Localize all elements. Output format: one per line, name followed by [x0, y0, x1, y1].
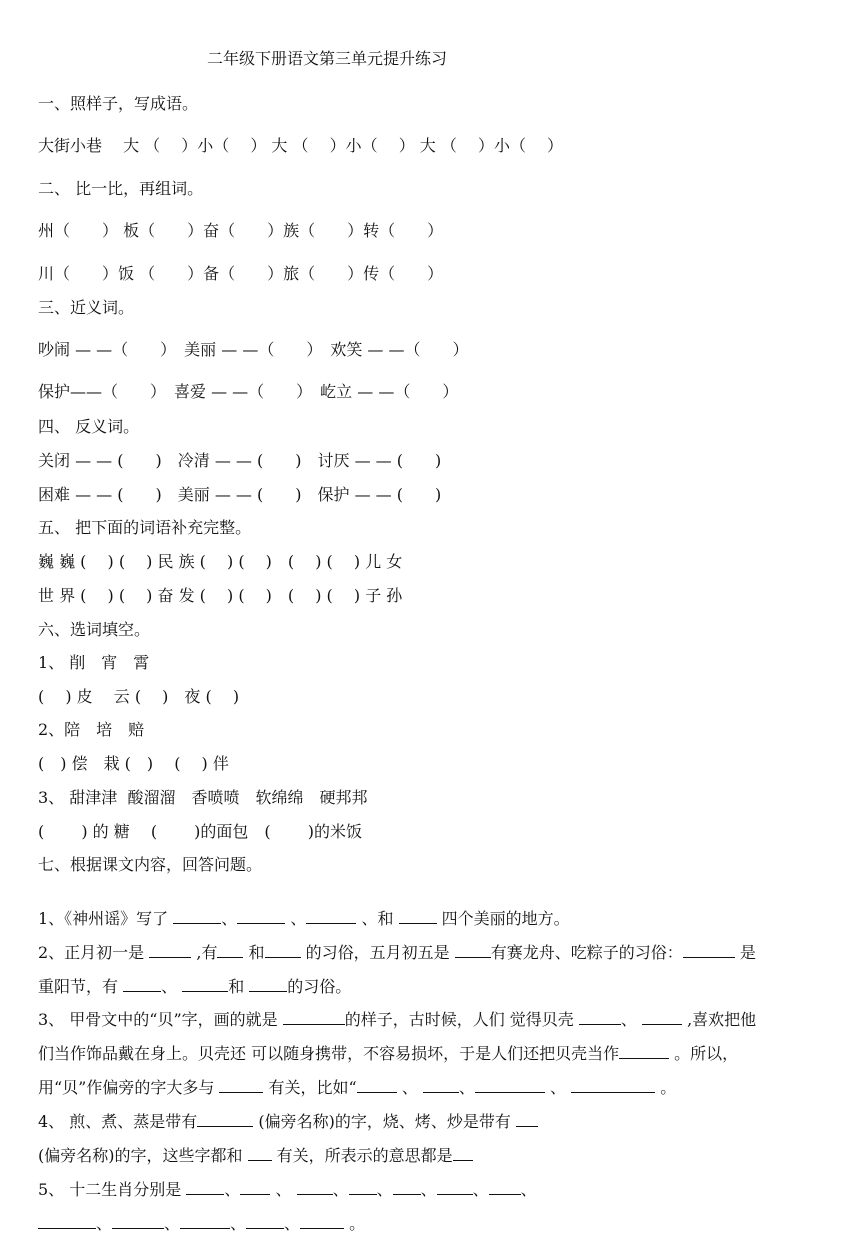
- blank-line[interactable]: [357, 1078, 397, 1093]
- blank-line[interactable]: [173, 909, 221, 924]
- section-6-heading: 六、选词填空。: [38, 620, 151, 639]
- blank-line[interactable]: [265, 943, 301, 958]
- section-6-q2: 2、陪 培 赔: [38, 720, 145, 739]
- section-1-line: 大街小巷 大 （ ）小（ ） 大 （ ）小（ ） 大 （ ）小（ ）: [38, 136, 564, 155]
- blank-line[interactable]: [423, 1078, 459, 1093]
- blank-line[interactable]: [180, 1214, 230, 1229]
- section-2-row-1: 州（ ） 板（ ）奋（ ）族（ ）转（ ）: [38, 221, 444, 240]
- blank-line[interactable]: [112, 1214, 164, 1229]
- section-4-row-1: 关闭 — — ( ) 冷清 — — ( ) 讨厌 — — ( ): [38, 451, 442, 470]
- blank-line[interactable]: [149, 943, 191, 958]
- blank-line[interactable]: [283, 1010, 345, 1025]
- section-6-q3-blanks: ( ) 的 糖 ( )的面包 ( )的米饭: [38, 822, 362, 841]
- blank-line[interactable]: [197, 1112, 253, 1127]
- section-5-row-1: 巍 巍 ( ) ( ) 民 族 ( ) ( ) ( ) ( ) 儿 女: [38, 552, 403, 571]
- section-7-q5-line-1: 5、 十二生肖分别是 、 、 、 、 、 、 、: [38, 1180, 537, 1199]
- blank-line[interactable]: [571, 1078, 655, 1093]
- section-4-row-2: 困难 — — ( ) 美丽 — — ( ) 保护 — — ( ): [38, 485, 442, 504]
- section-6-q1: 1、 削 宵 霄: [38, 653, 150, 672]
- blank-line[interactable]: [455, 943, 491, 958]
- blank-line[interactable]: [240, 1180, 270, 1195]
- blank-line[interactable]: [297, 1180, 333, 1195]
- blank-line[interactable]: [475, 1078, 545, 1093]
- section-7-q5-line-2: 、 、 、 、 。: [38, 1194, 365, 1234]
- blank-line[interactable]: [217, 943, 243, 958]
- section-5-heading: 五、 把下面的词语补充完整。: [38, 518, 252, 537]
- blank-line[interactable]: [237, 909, 285, 924]
- section-7-q2-line-1: 2、正月初一是 ,有 和 的习俗，五月初五是 有赛龙舟、吃粽子的习俗： 是: [38, 943, 756, 962]
- blank-line[interactable]: [300, 1214, 344, 1229]
- section-6-q2-blanks: ( ) 偿 栽 ( ) ( ) 伴: [38, 754, 229, 773]
- blank-line[interactable]: [349, 1180, 377, 1195]
- blank-line[interactable]: [186, 1180, 224, 1195]
- section-2-heading: 二、 比一比，再组词。: [38, 179, 204, 198]
- blank-line[interactable]: [219, 1078, 263, 1093]
- blank-line[interactable]: [579, 1010, 621, 1025]
- blank-line[interactable]: [642, 1010, 682, 1025]
- section-1-heading: 一、照样子，写成语。: [38, 94, 199, 113]
- section-3-row-2: 保护——（ ） 喜爱 — —（ ） 屹立 — —（ ）: [38, 382, 459, 401]
- blank-line[interactable]: [306, 909, 356, 924]
- blank-line[interactable]: [399, 909, 437, 924]
- blank-line[interactable]: [38, 1214, 96, 1229]
- section-3-heading: 三、近义词。: [38, 298, 135, 317]
- section-7-q4-line-1: 4、 煎、煮、蒸是带有 (偏旁名称)的字，烧、烤、炒是带有: [38, 1092, 538, 1132]
- section-7-heading: 七、根据课文内容，回答问题。: [38, 855, 263, 874]
- section-2-row-2: 川（ ）饭 （ ）备（ ）旅（ ）传（ ）: [38, 264, 444, 283]
- blank-line[interactable]: [437, 1180, 473, 1195]
- section-7-q3-line-2: 们当作饰品戴在身上。贝壳还 可以随身携带，不容易损坏，于是人们还把贝壳当作 。所以，: [38, 1044, 739, 1063]
- section-7-q4-line-2: (偏旁名称)的字，这些字都和 有关，所表示的意思都是: [38, 1126, 473, 1166]
- section-7-q3-line-1: 3、 甲骨文中的“贝”字，画的就是 的样子，古时候，人们 觉得贝壳 、 ,喜欢把他: [38, 1010, 757, 1029]
- page-title: 二年级下册语文第三单元提升练习: [207, 49, 448, 68]
- section-5-row-2: 世 界 ( ) ( ) 奋 发 ( ) ( ) ( ) ( ) 子 孙: [38, 586, 403, 605]
- section-3-row-1: 吵闹 — —（ ） 美丽 — —（ ） 欢笑 — —（ ）: [38, 340, 469, 359]
- blank-line[interactable]: [453, 1146, 473, 1161]
- blank-line[interactable]: [489, 1180, 521, 1195]
- section-6-q3: 3、 甜津津 酸溜溜 香喷喷 软绵绵 硬邦邦: [38, 788, 368, 807]
- blank-line[interactable]: [516, 1112, 538, 1127]
- blank-line[interactable]: [683, 943, 735, 958]
- section-7-q1: 1、《神州谣》写了 、 、 、和 四个美丽的地方。: [38, 909, 570, 928]
- blank-line[interactable]: [248, 1146, 272, 1161]
- blank-line[interactable]: [619, 1044, 669, 1059]
- blank-line[interactable]: [393, 1180, 421, 1195]
- blank-line[interactable]: [246, 1214, 284, 1229]
- section-7-q3-line-3: 用“贝”作偏旁的字大多与 有关，比如“ 、 、 、 。: [38, 1078, 677, 1097]
- section-7-q2-line-2: 重阳节，有 、 和 的习俗。: [38, 977, 352, 996]
- section-4-heading: 四、 反义词。: [38, 417, 140, 436]
- section-6-q1-blanks: ( ) 皮 云 ( ) 夜 ( ): [38, 687, 240, 706]
